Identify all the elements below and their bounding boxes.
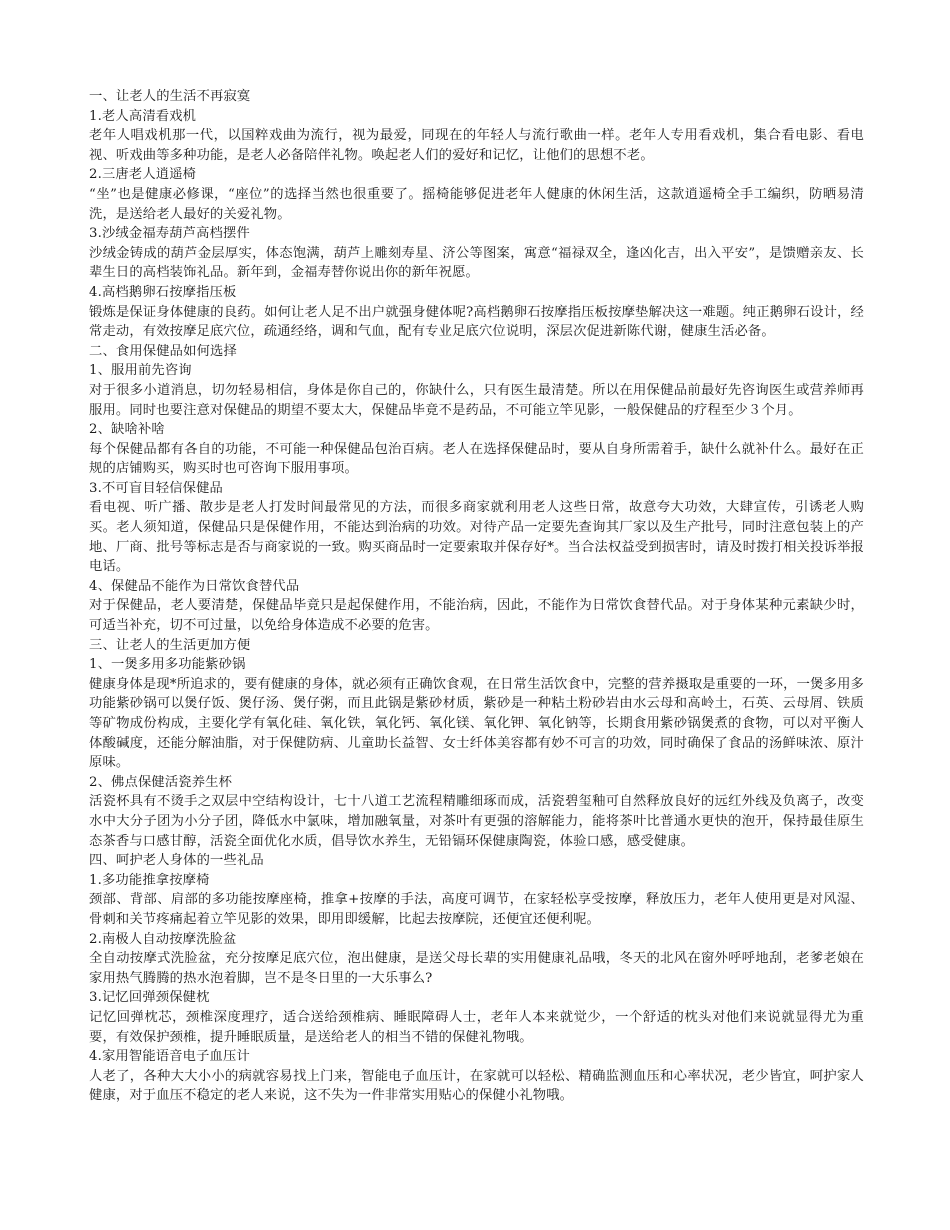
- item-paragraph: 看电视、听广播、散步是老人打发时间最常见的方法，而很多商家就利用老人这些日常，故意夸大功效，大肆宣传，引诱老人购买。老人须知道，保健品只是保健作用，不能达到治病的功效。对待产品一定要先查询其厂家以及生产批号，同时注意包装上的产地、厂商、批号等标志是否与商家说的一致。购买商品时一定要索取并保存好*。当合法权益受到损害时，请及时拨打相关投诉举报电话。: [89, 500, 864, 575]
- section-2: [89, 342, 864, 636]
- item-title: 2、佛点保健活瓷养生杯: [89, 774, 233, 790]
- item-paragraph: 老年人唱戏机那一代，以国粹戏曲为流行，视为最爱，同现在的年轻人与流行歌曲一样。老年人专用看戏机，集合看电影、看电视、听戏曲等多种功能，是老人必备陪伴礼物。唤起老人们的爱好和记忆，让他们的思想不老。: [89, 128, 864, 163]
- item-title: 4、保健品不能作为日常饮食替代品: [89, 578, 300, 594]
- item-paragraph: 锻炼是保证身体健康的良药。如何让老人足不出户就强身健体呢?高档鹅卵石按摩指压板按摩垫解决这一难题。纯正鹅卵石设计，经常走动，有效按摩足底穴位，疏通经络，调和气血，配有专业足底穴位说明，深层次促进新陈代谢，健康生活必备。: [89, 304, 864, 340]
- item-paragraph: 对于保健品，老人要清楚，保健品毕竟只是起保健作用，不能治病，因此，不能作为日常饮食替代品。对于身体某种元素缺少时，可适当补充，切不可过量，以免给身体造成不必要的危害。: [89, 598, 864, 634]
- item-title: 4.家用智能语音电子血压计: [89, 1049, 250, 1065]
- item-paragraph: 人老了，各种大大小小的病就容易找上门来，智能电子血压计，在家就可以轻松、精确监测血压和心率状况，老少皆宜，呵护家人健康，对于血压不稳定的老人来说，这不失为一件非常实用贴心的保健小礼物哦。: [89, 1068, 864, 1104]
- item-title: 2.南极人自动按摩洗脸盆: [89, 931, 237, 947]
- item-title: 1.多功能推拿按摩椅: [89, 872, 210, 888]
- item-title: 2.三唐老人逍遥椅: [89, 167, 197, 183]
- section-1: [89, 87, 864, 342]
- item-paragraph: 每个保健品都有各自的功能，不可能一种保健品包治百病。老人在选择保健品时，要从自身所需着手，缺什么就补什么。最好在正规的店铺购买，购买时也可咨询下服用事项。: [89, 441, 864, 477]
- item-paragraph: 沙绒金铸成的葫芦金层厚实，体态饱满，葫芦上雕刻寿星、济公等图案，寓意“福禄双全，逢凶化吉，出入平安”，是馈赠亲友、长辈生日的高档装饰礼品。新年到，金福寿替你说出你的新年祝愿。: [89, 245, 864, 281]
- section-heading: 四、呵护老人身体的一些礼品: [89, 853, 264, 869]
- item-paragraph: 颈部、背部、肩部的多功能按摩座椅，推拿+按摩的手法，高度可调节，在家轻松享受按摩，释放压力，老年人使用更是对风湿、骨刺和关节疼痛起着立竿见影的效果，即用即缓解，比起去按摩院，还便宜还便利呢。: [89, 892, 864, 927]
- item-paragraph: “坐”也是健康必修课，“座位”的选择当然也很重要了。摇椅能够促进老年人健康的休闲生活，这款逍遥椅全手工编织，防晒易清洗，是送给老人最好的关爱礼物。: [89, 186, 864, 222]
- section-4: [89, 851, 864, 1106]
- item-title: 1、一煲多用多功能紫砂锅: [89, 657, 246, 673]
- section-heading: 三、让老人的生活更加方便: [89, 637, 251, 653]
- item-title: 2、缺啥补啥: [89, 422, 165, 438]
- item-paragraph: 记忆回弹枕芯，颈椎深度理疗，适合送给颈椎病、睡眠障碍人士，老年人本来就觉少，一个舒适的枕头对他们来说就显得尤为重要，有效保护颈椎，提升睡眠质量，是送给老人的相当不错的保健礼物哦。: [89, 1009, 864, 1045]
- section-heading: 二、食用保健品如何选择: [89, 343, 237, 359]
- item-title: 3.记忆回弹颈保健枕: [89, 990, 210, 1006]
- item-title: 1、服用前先咨询: [89, 363, 192, 379]
- item-title: 3.沙绒金福寿葫芦高档摆件: [89, 226, 250, 242]
- item-paragraph: 健康身体是现*所追求的，要有健康的身体，就必须有正确饮食观，在日常生活饮食中，完整的营养摄取是重要的一环，一煲多用多功能紫砂锅可以煲仔饭、煲仔汤、煲仔粥，而且此锅是紫砂材质，紫砂是一种粘土粉砂岩由水云母和高岭土，石英、云母屑、铁质等矿物成份构成，主要化学有氧化硅、氧化铁，氧化钙、氧化镁、氧化钾、氧化钠等，长期食用紫砂锅煲煮的食物，可以对平衡人体酸碱度，还能分解油脂，对于保健防病、儿童助长益智、女士纤体美容都有妙不可言的功效，同时确保了食品的汤鲜味浓、原汁原味。: [89, 676, 864, 771]
- item-paragraph: 对于很多小道消息，切勿轻易相信，身体是你自己的，你缺什么，只有医生最清楚。所以在用保健品前最好先咨询医生或营养师再服用。同时也要注意对保健品的期望不要太大，保健品毕竟不是药品，不可能立竿见影，一般保健品的疗程至少３个月。: [89, 382, 864, 418]
- item-title: 3.不可盲目轻信保健品: [89, 480, 224, 496]
- item-title: 4.高档鹅卵石按摩指压板: [89, 284, 237, 300]
- section-3: [89, 636, 864, 852]
- item-title: 1.老人高清看戏机: [89, 108, 197, 124]
- item-paragraph: 活瓷杯具有不烫手之双层中空结构设计，七十八道工艺流程精雕细琢而成，活瓷碧玺釉可自然释放良好的远红外线及负离子，改变水中大分子团为小分子团，降低水中氯味，增加融氧量，对茶叶有更强的溶解能力，能将茶叶比普通水更快的泡开，保持最佳原生态茶香与口感甘醇，活瓷全面优化水质，倡导饮水养生，无铅镉环保健康陶瓷，体验口感，感受健康。: [89, 794, 864, 849]
- item-paragraph: 全自动按摩式洗脸盆，充分按摩足底穴位，泡出健康，是送父母长辈的实用健康礼品哦，冬天的北风在窗外呼呼地刮，老爹老娘在家用热气腾腾的热水泡着脚，岂不是冬日里的一大乐事么?: [89, 951, 864, 986]
- section-heading: 一、让老人的生活不再寂寞: [89, 89, 251, 104]
- document-body: [89, 87, 864, 1106]
